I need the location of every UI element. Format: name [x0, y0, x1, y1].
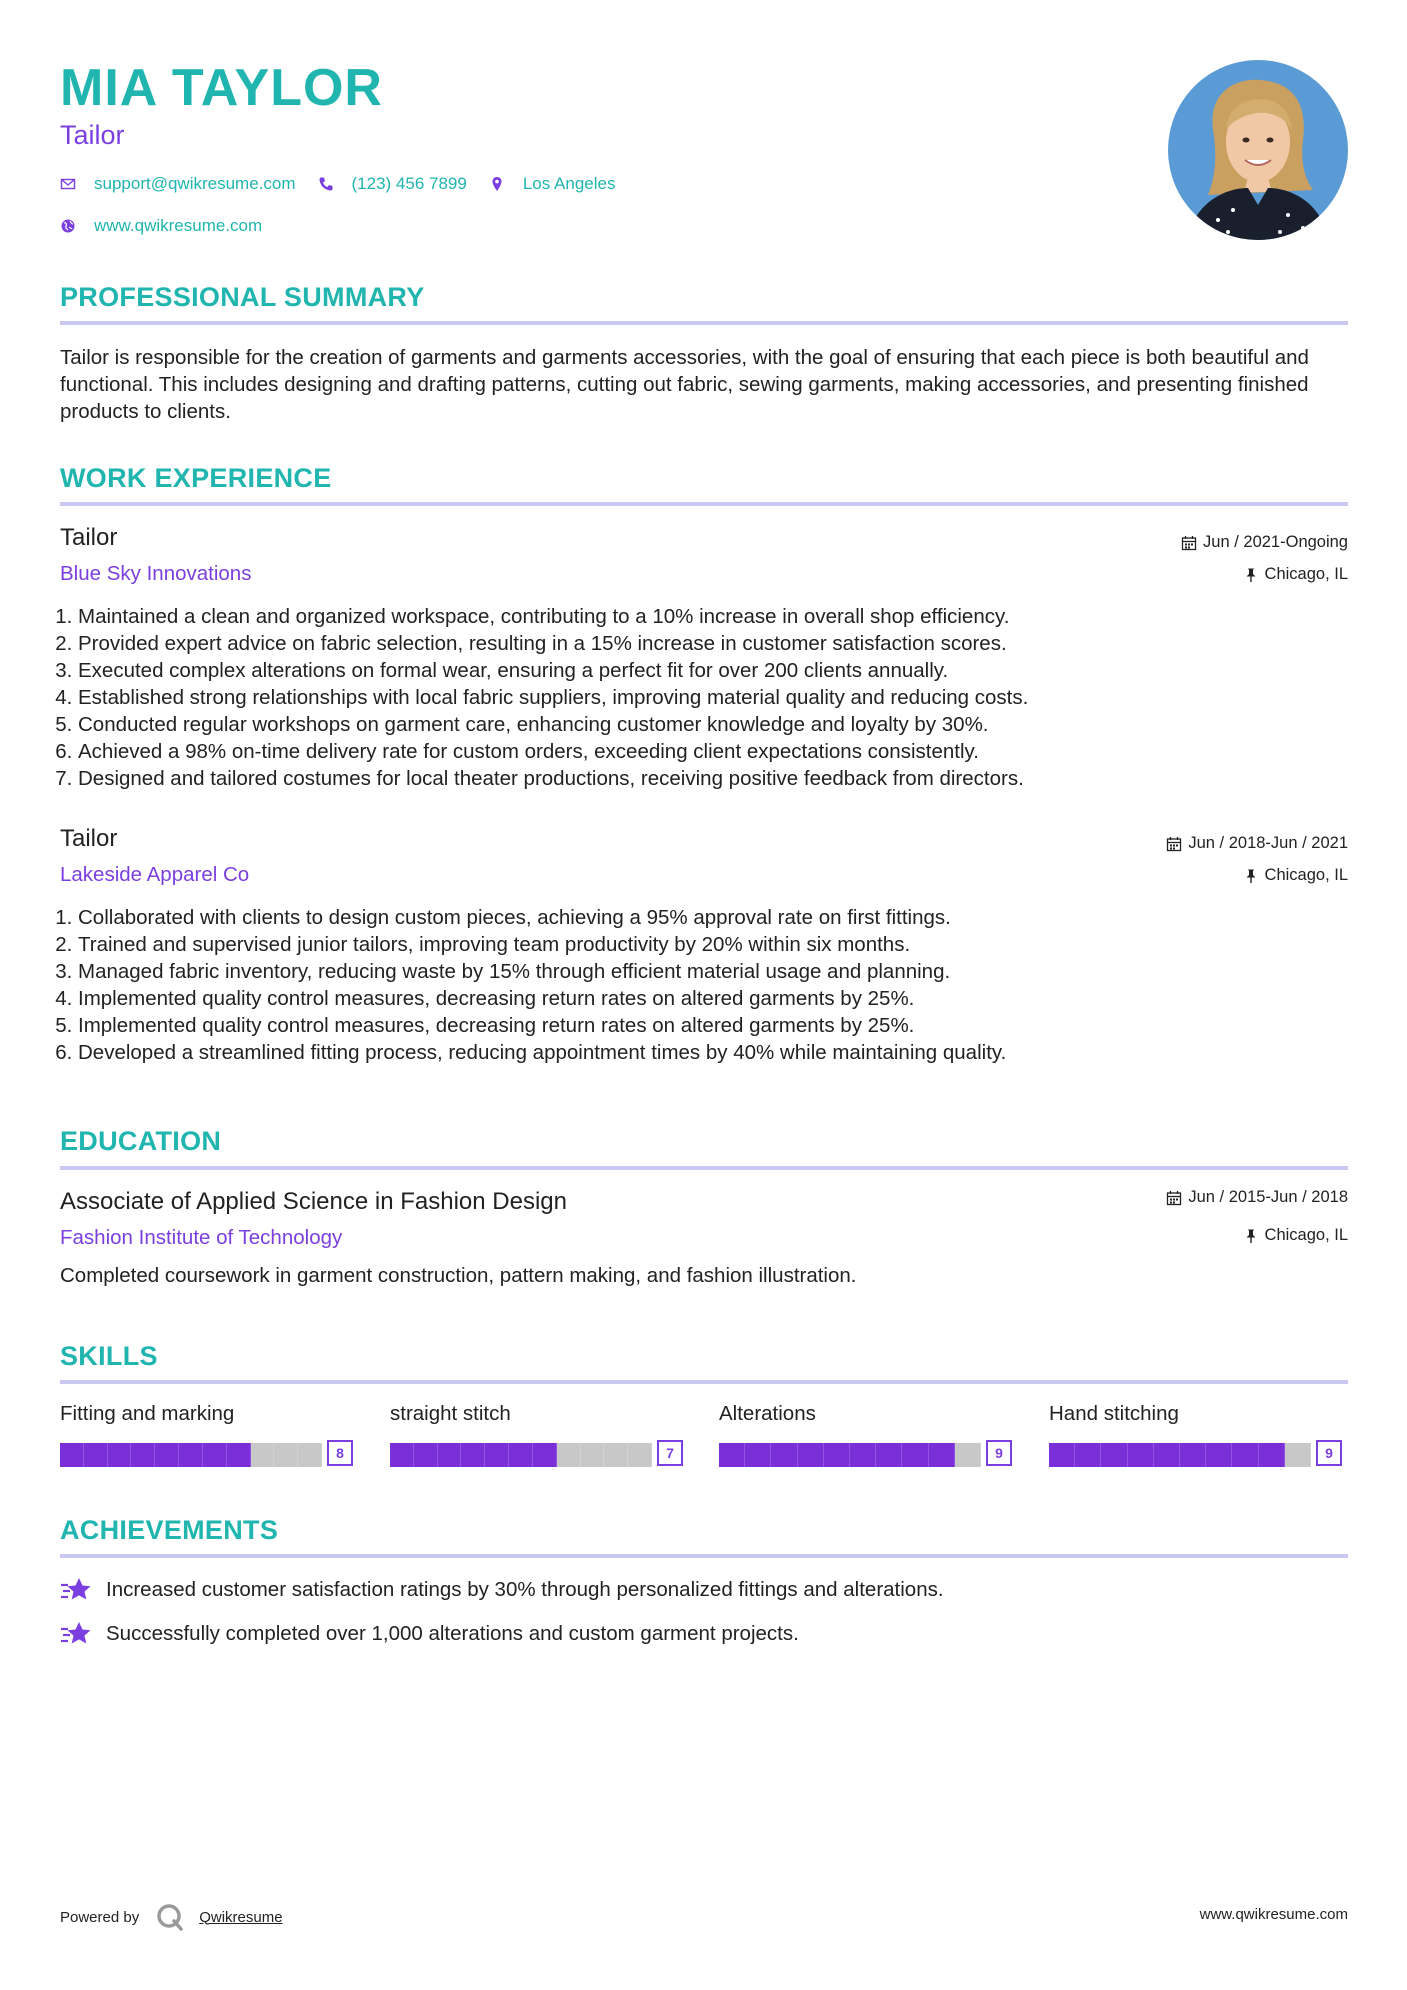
- skill-filled-segment: [1206, 1443, 1232, 1467]
- skill-empty-segment: [581, 1443, 605, 1467]
- skill-4-segments: [1049, 1443, 1311, 1467]
- education-description: Completed coursework in garment construction, pattern making, and fashion illustration.: [60, 1264, 857, 1287]
- skills-heading: SKILLS: [60, 1341, 158, 1371]
- skill-3-label: Alterations: [719, 1402, 816, 1425]
- job-1-dates-text: Jun / 2021-Ongoing: [1203, 533, 1348, 551]
- skill-filled-segment: [60, 1443, 84, 1467]
- email-text: support@qwikresume.com: [94, 174, 296, 193]
- skill-filled-segment: [1101, 1443, 1127, 1467]
- skill-empty-segment: [628, 1443, 652, 1467]
- skill-filled-segment: [84, 1443, 108, 1467]
- candidate-name: MIA TAYLOR: [60, 59, 383, 117]
- profile-photo: [1168, 60, 1348, 240]
- skill-filled-segment: [108, 1443, 132, 1467]
- skill-filled-segment: [1128, 1443, 1154, 1467]
- skill-2-score: 7: [657, 1440, 683, 1466]
- skill-filled-segment: [227, 1443, 251, 1467]
- skill-3-bar: [719, 1440, 1019, 1470]
- list-item: 1. Maintained a clean and organized workspace, contributing to a 10% increase in overall shop efficiency.: [78, 603, 1338, 630]
- list-item: 1. Collaborated with clients to design custom pieces, achieving a 95% approval rate on first fittings.: [78, 904, 1338, 931]
- location-text: Los Angeles: [522, 174, 616, 193]
- list-item: 7. Designed and tailored costumes for local theater productions, receiving positive feedback from directors.: [78, 765, 1338, 792]
- qwikresume-link[interactable]: Qwikresume: [199, 1908, 283, 1926]
- website-text: www.qwikresume.com: [94, 216, 263, 235]
- map-pin-icon: [489, 176, 505, 192]
- skill-filled-segment: [1075, 1443, 1101, 1467]
- footer-powered-by: [60, 1902, 283, 1932]
- skill-4-bar: [1049, 1440, 1349, 1470]
- job-2-company: Lakeside Apparel Co: [60, 863, 250, 886]
- skill-1-score: 8: [327, 1440, 353, 1466]
- envelope-icon: [60, 176, 76, 192]
- skill-filled-segment: [1180, 1443, 1206, 1467]
- summary-text: Tailor is responsible for the creation of garments and garments accessories, with the goal of ensuring that each piece is both beautiful and functional. This includes designing and drafting patterns, cutting out fabric, sewing garments, making accessories, and presenting finished products to clients.: [60, 346, 1309, 423]
- skill-filled-segment: [798, 1443, 824, 1467]
- education-dates: [1166, 1188, 1348, 1207]
- experience-heading: WORK EXPERIENCE: [60, 463, 332, 493]
- list-item: 6. Achieved a 98% on-time delivery rate for custom orders, exceeding client expectations consistently.: [78, 738, 1338, 765]
- pushpin-icon: [1243, 868, 1259, 884]
- skill-filled-segment: [1232, 1443, 1258, 1467]
- skill-2-label: straight stitch: [390, 1402, 511, 1425]
- skill-filled-segment: [461, 1443, 485, 1467]
- phone-text: (123) 456 7899: [351, 174, 467, 193]
- phone-icon: [318, 176, 334, 192]
- footer-website[interactable]: www.qwikresume.com: [1199, 1906, 1348, 1923]
- contact-email[interactable]: [60, 174, 296, 194]
- skill-1-label: Fitting and marking: [60, 1402, 235, 1425]
- calendar-icon: [1181, 535, 1197, 551]
- calendar-icon: [1166, 836, 1182, 852]
- skill-2-bar: [390, 1440, 690, 1470]
- skill-1-bar: [60, 1440, 360, 1470]
- job-2-dates: [1166, 834, 1348, 853]
- website-row: [60, 216, 284, 236]
- shooting-star-icon: [60, 1620, 92, 1648]
- education-location-text: Chicago, IL: [1264, 1226, 1348, 1244]
- list-item: 5. Conducted regular workshops on garment care, enhancing customer knowledge and loyalty by 30%.: [78, 711, 1338, 738]
- skill-empty-segment: [557, 1443, 581, 1467]
- list-item: 2. Provided expert advice on fabric selection, resulting in a 15% increase in customer satisfaction scores.: [78, 630, 1338, 657]
- contact-location: [489, 174, 616, 194]
- skill-empty-segment: [298, 1443, 322, 1467]
- achievement-item: [60, 1576, 944, 1604]
- education-school: Fashion Institute of Technology: [60, 1226, 343, 1249]
- list-item: 3. Executed complex alterations on formal wear, ensuring a perfect fit for over 200 clients annually.: [78, 657, 1338, 684]
- skill-filled-segment: [929, 1443, 955, 1467]
- skill-filled-segment: [533, 1443, 557, 1467]
- list-item: 5. Implemented quality control measures, decreasing return rates on altered garments by 25%.: [78, 1012, 1338, 1039]
- achievement-text: Successfully completed over 1,000 alterations and custom garment projects.: [106, 1622, 799, 1645]
- job-1-company: Blue Sky Innovations: [60, 562, 252, 585]
- skills-divider: [60, 1380, 1348, 1384]
- skill-filled-segment: [390, 1443, 414, 1467]
- skill-filled-segment: [1049, 1443, 1075, 1467]
- skill-filled-segment: [203, 1443, 227, 1467]
- contact-website[interactable]: [60, 216, 262, 236]
- skill-empty-segment: [955, 1443, 981, 1467]
- skill-empty-segment: [604, 1443, 628, 1467]
- calendar-icon: [1166, 1190, 1182, 1206]
- skill-filled-segment: [719, 1443, 745, 1467]
- job-1-dates: [1181, 533, 1348, 552]
- skill-4-label: Hand stitching: [1049, 1402, 1179, 1425]
- skill-filled-segment: [509, 1443, 533, 1467]
- job-2-dates-text: Jun / 2018-Jun / 2021: [1188, 834, 1348, 852]
- job-2-bullets: [55, 904, 1338, 1066]
- qwikresume-logo-icon: [155, 1902, 185, 1932]
- skill-empty-segment: [1285, 1443, 1311, 1467]
- skill-filled-segment: [824, 1443, 850, 1467]
- education-heading: EDUCATION: [60, 1126, 222, 1156]
- job-2-location-text: Chicago, IL: [1264, 866, 1348, 884]
- skill-filled-segment: [1259, 1443, 1285, 1467]
- skill-2-segments: [390, 1443, 652, 1467]
- list-item: 4. Implemented quality control measures, decreasing return rates on altered garments by 25%.: [78, 985, 1338, 1012]
- job-1-location: [1243, 565, 1348, 584]
- powered-by-label: Powered by: [60, 1908, 140, 1926]
- shooting-star-icon: [60, 1576, 92, 1604]
- skill-filled-segment: [876, 1443, 902, 1467]
- skill-4-score: 9: [1316, 1440, 1342, 1466]
- education-divider: [60, 1166, 1348, 1170]
- skill-filled-segment: [414, 1443, 438, 1467]
- job-1-location-text: Chicago, IL: [1264, 565, 1348, 583]
- skill-filled-segment: [745, 1443, 771, 1467]
- achievement-item: [60, 1620, 799, 1648]
- list-item: 4. Established strong relationships with local fabric suppliers, improving material quality and reducing costs.: [78, 684, 1338, 711]
- skill-empty-segment: [274, 1443, 298, 1467]
- skill-filled-segment: [1154, 1443, 1180, 1467]
- candidate-title: Tailor: [60, 120, 125, 150]
- skill-1-segments: [60, 1443, 322, 1467]
- skill-3-segments: [719, 1443, 981, 1467]
- skill-filled-segment: [438, 1443, 462, 1467]
- job-2-title: Tailor: [60, 825, 118, 852]
- education-dates-text: Jun / 2015-Jun / 2018: [1188, 1188, 1348, 1206]
- skill-filled-segment: [131, 1443, 155, 1467]
- summary-heading: PROFESSIONAL SUMMARY: [60, 282, 425, 312]
- job-1-title: Tailor: [60, 524, 118, 551]
- list-item: 3. Managed fabric inventory, reducing waste by 15% through efficient material usage and planning.: [78, 958, 1338, 985]
- skill-filled-segment: [179, 1443, 203, 1467]
- education-location: [1243, 1226, 1348, 1245]
- skill-empty-segment: [251, 1443, 275, 1467]
- summary-divider: [60, 321, 1348, 325]
- education-degree: Associate of Applied Science in Fashion Design: [60, 1188, 567, 1215]
- list-item: 2. Trained and supervised junior tailors, improving team productivity by 20% within six months.: [78, 931, 1338, 958]
- pushpin-icon: [1243, 1228, 1259, 1244]
- job-1-bullets: [55, 603, 1338, 792]
- contact-phone[interactable]: [318, 174, 467, 194]
- experience-divider: [60, 502, 1348, 506]
- contact-row: [60, 174, 637, 194]
- avatar-illustration: [1168, 60, 1348, 240]
- list-item: 6. Developed a streamlined fitting process, reducing appointment times by 40% while maintaining quality.: [78, 1039, 1338, 1066]
- skill-filled-segment: [771, 1443, 797, 1467]
- skill-filled-segment: [902, 1443, 928, 1467]
- skill-filled-segment: [485, 1443, 509, 1467]
- skill-3-score: 9: [986, 1440, 1012, 1466]
- skill-filled-segment: [850, 1443, 876, 1467]
- globe-icon: [60, 218, 76, 234]
- achievement-text: Increased customer satisfaction ratings by 30% through personalized fittings and alterations.: [106, 1578, 944, 1601]
- achievements-divider: [60, 1554, 1348, 1558]
- job-2-location: [1243, 866, 1348, 885]
- pushpin-icon: [1243, 567, 1259, 583]
- achievements-heading: ACHIEVEMENTS: [60, 1515, 279, 1545]
- skill-filled-segment: [155, 1443, 179, 1467]
